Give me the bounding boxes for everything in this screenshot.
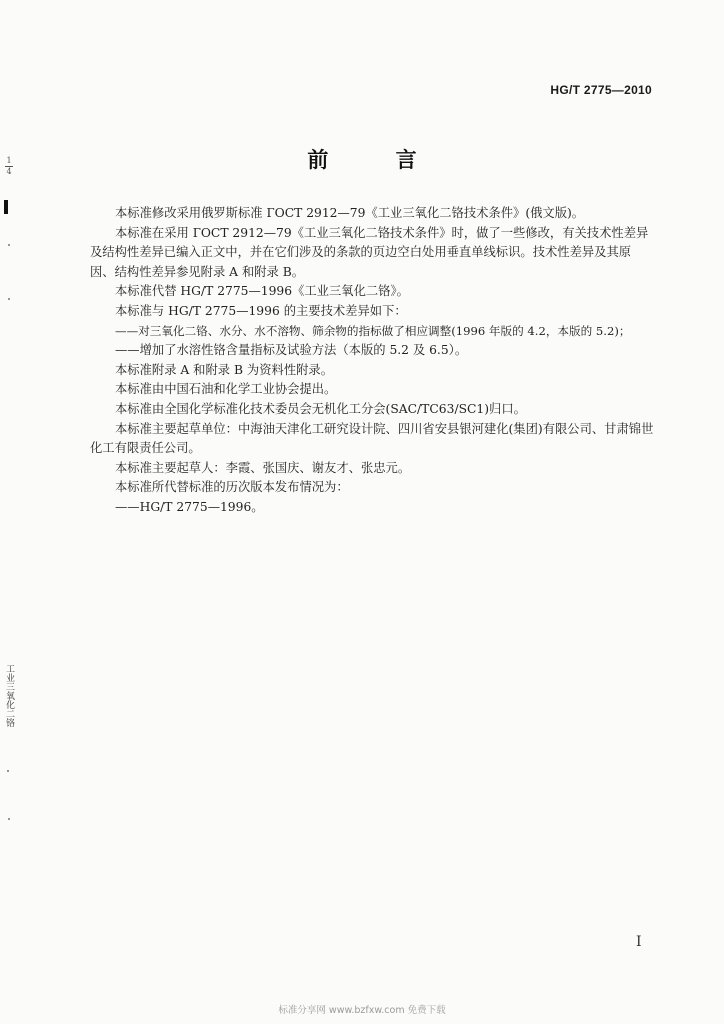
paragraph: 本标准与 HG/T 2775—1996 的主要技术差异如下：: [115, 303, 407, 318]
margin-fraction-top: 1: [6, 156, 12, 165]
paragraph: 本标准主要起草单位：中海油天津化工研究设计院、四川省安县银河建化(集团)有限公司、甘肃锦世化工有限责任公司。: [90, 421, 654, 456]
paragraph: 本标准所代替标准的历次版本发布情况为：: [115, 480, 349, 495]
foreword-body: [90, 204, 655, 518]
paragraph: 本标准由全国化学标准化技术委员会无机化工分会(SAC/TC63/SC1)归口。: [115, 401, 526, 416]
margin-dot: [8, 818, 10, 820]
margin-dot: [8, 244, 10, 246]
margin-fraction-bottom: 4: [6, 167, 12, 176]
paragraph: 本标准主要起草人：李霞、张国庆、谢友才、张忠元。: [115, 460, 411, 475]
paragraph: 本标准修改采用俄罗斯标准 ГОСТ 2912—79《工业三氧化二铬技术条件》(俄文版)。: [115, 206, 585, 220]
margin-dot: [8, 298, 10, 300]
standard-code: HG/T 2775—2010: [550, 83, 652, 97]
margin-fraction: [5, 156, 13, 177]
watermark-footer: 标准分享网 www.bzfxw.com 免费下载: [278, 1005, 446, 1016]
paragraph: 本标准附录 A 和附录 B 为资料性附录。: [115, 362, 334, 377]
margin-dot: [7, 770, 9, 772]
paragraph: ——对三氧化二铬、水分、水不溶物、筛余物的指标做了相应调整(1996 年版的 4.2，本版的 5.2)；: [115, 323, 631, 338]
margin-vertical-label: 工业三氧化二铬: [4, 664, 14, 727]
paragraph: ——HG/T 2775—1996。: [115, 499, 264, 514]
paragraph: 本标准由中国石油和化学工业协会提出。: [115, 382, 337, 397]
paragraph: ——增加了水溶性铬含量指标及试验方法（本版的 5.2 及 6.5）。: [115, 343, 468, 358]
paragraph: 本标准在采用 ГОСТ 2912—79《工业三氧化二铬技术条件》时，做了一些修改，有关技术性差异及结构性差异已编入正文中，并在它们涉及的条款的页边空白处用垂直单线标识。技术性差异及其原因、结构性差异参见附录 A 和附录 B。: [90, 225, 649, 279]
paragraph: 本标准代替 HG/T 2775—1996《工业三氧化二铬》。: [115, 284, 409, 299]
page-number: I: [636, 934, 642, 950]
page-title: 前 言: [307, 148, 447, 172]
margin-marker-bar: [4, 200, 8, 214]
